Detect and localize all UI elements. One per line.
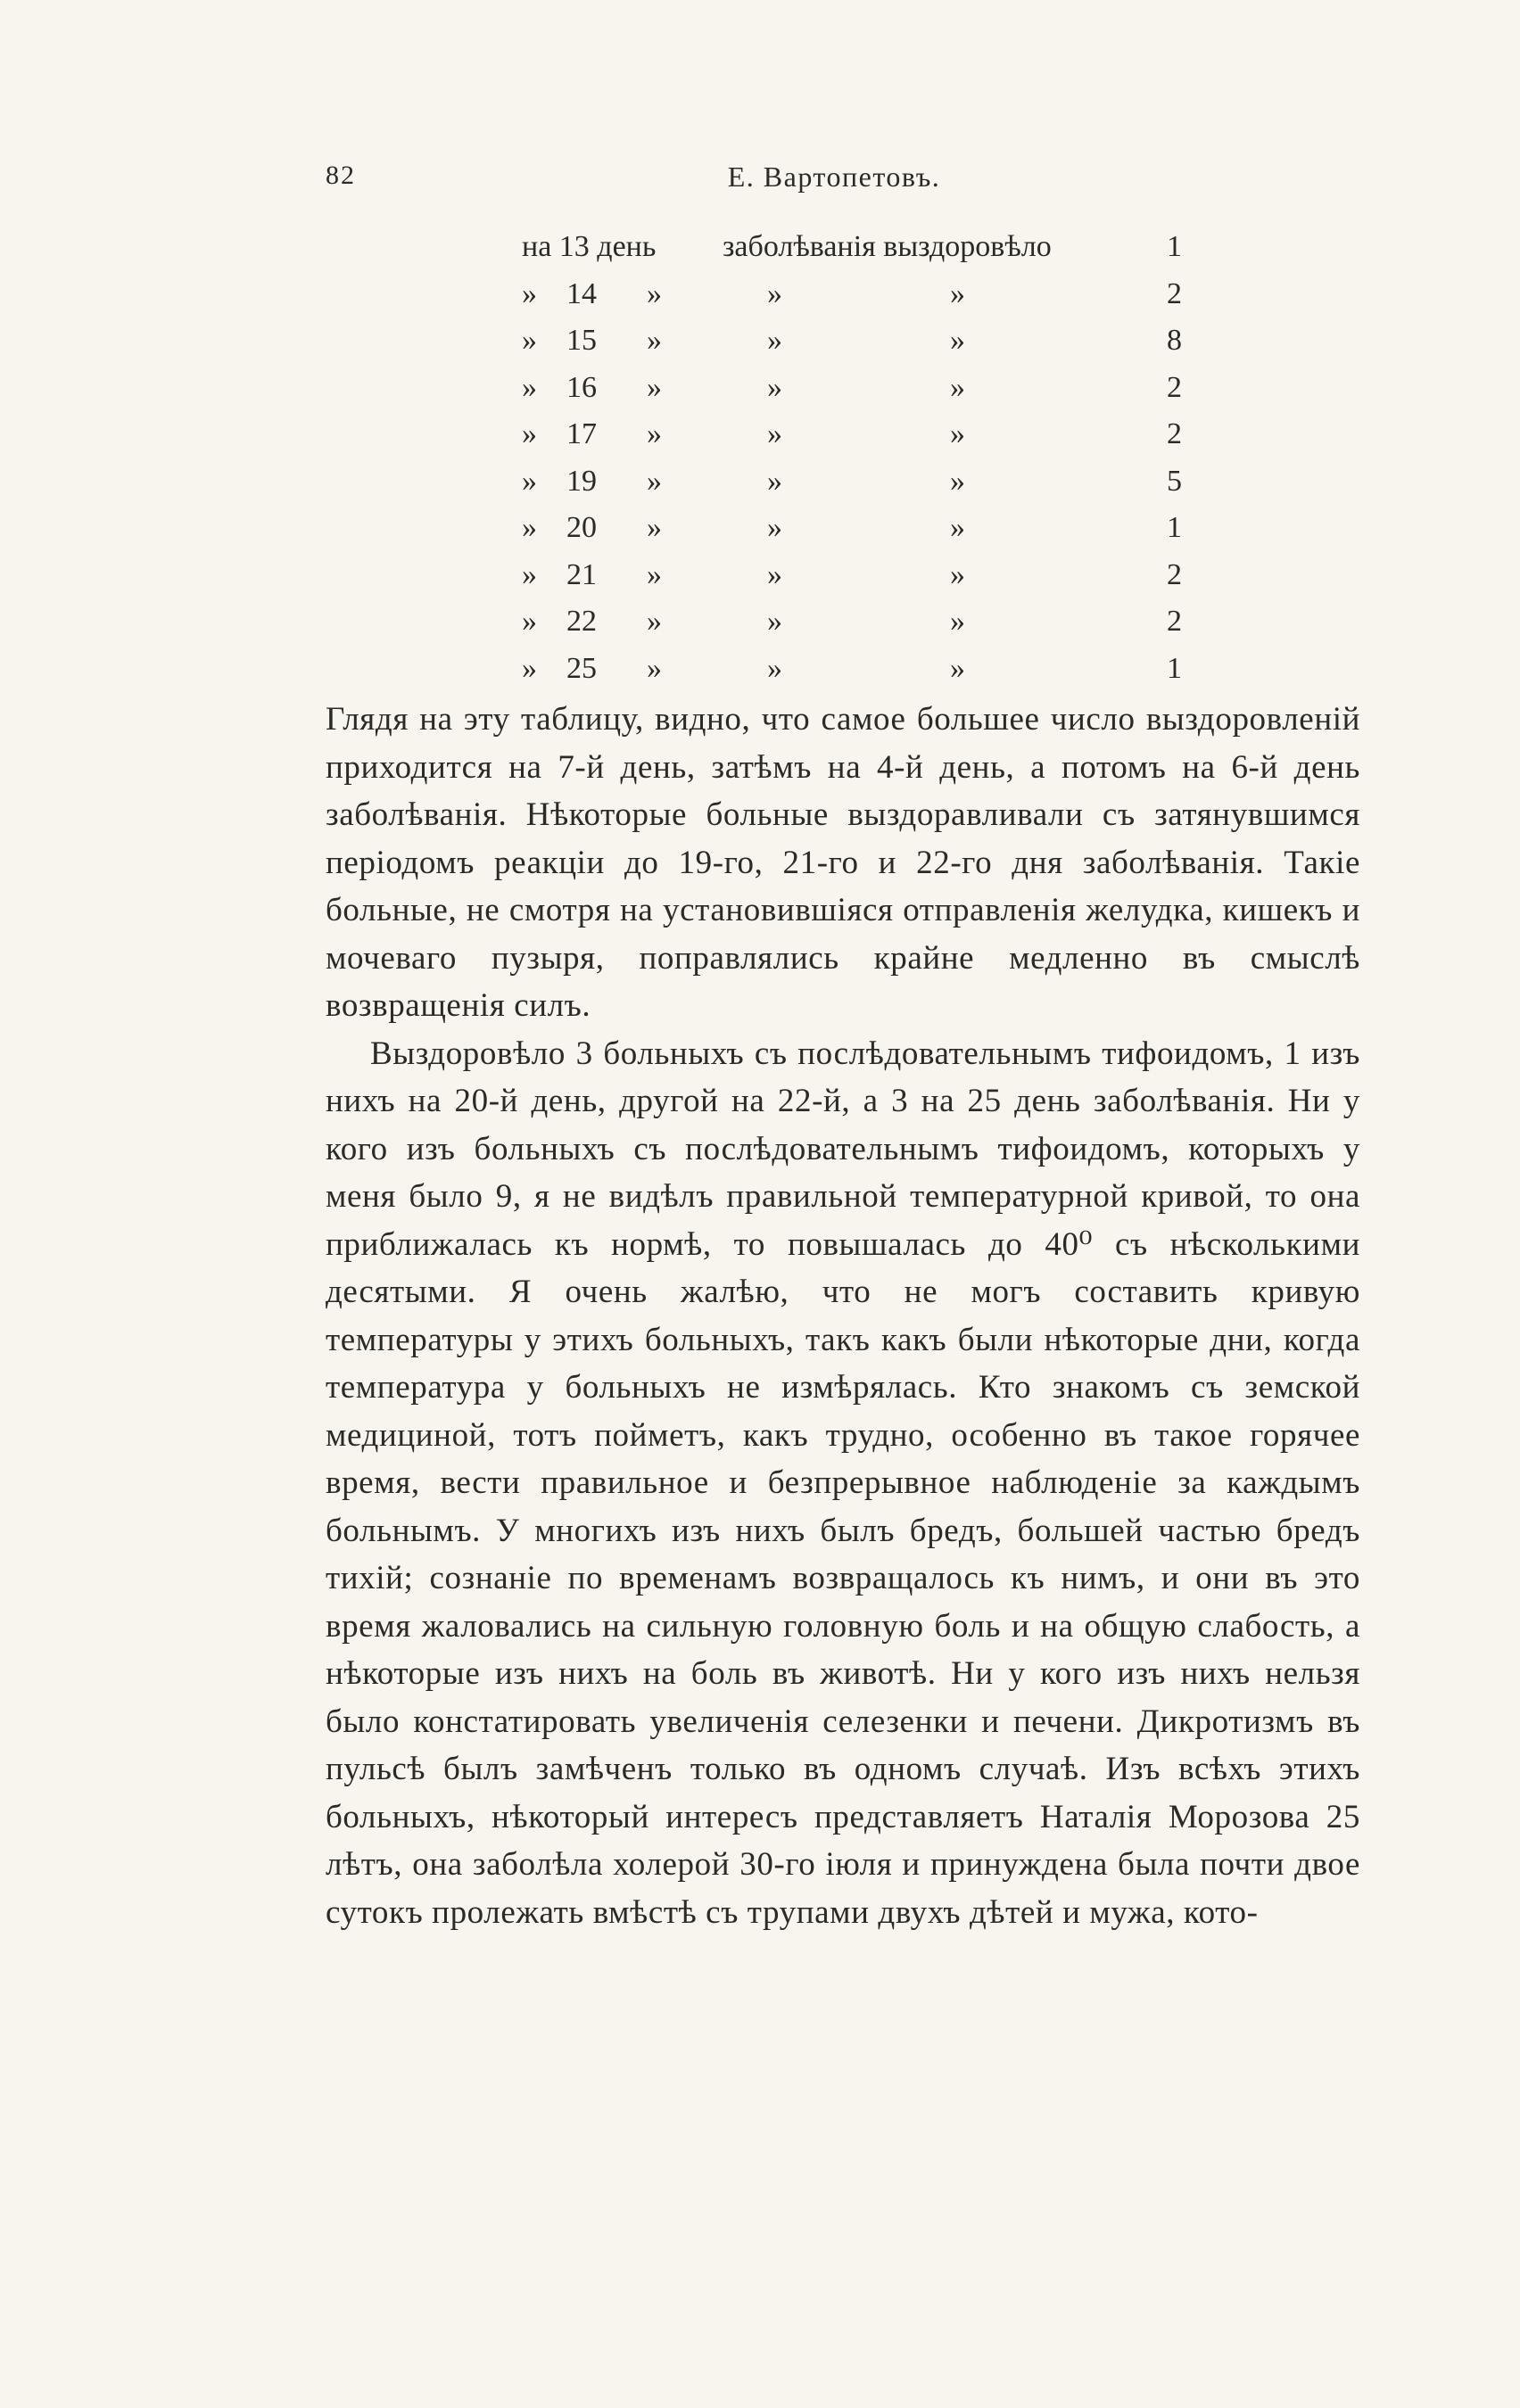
row-count: 2 bbox=[1167, 276, 1182, 310]
row-ditto-mark: » bbox=[647, 651, 662, 685]
table-row bbox=[522, 277, 1182, 325]
row-ditto-mark: » bbox=[767, 464, 782, 498]
table-row bbox=[522, 417, 1182, 465]
row-ditto-mark: » bbox=[522, 605, 537, 638]
page-header bbox=[326, 161, 1342, 205]
running-title: Е. Вартопетовъ. bbox=[727, 161, 941, 193]
row-ditto-mark: » bbox=[767, 651, 782, 685]
table-row bbox=[522, 558, 1182, 606]
table-row bbox=[522, 605, 1182, 652]
paragraph: Выздоровѣло 3 больныхъ съ послѣдовательнымъ тифоидомъ, 1 изъ нихъ на 20-й день, другой на 22-й, а 3 на 25 день заболѣванія. Ни у кого изъ больныхъ съ послѣдовательнымъ тифоидомъ, которыхъ у меня было 9, я не видѣлъ правильной температурной кривой, то она приближалась къ нормѣ, то повышалась до 40⁰ съ нѣсколькими десятыми. Я очень жалѣю, что не могъ составить кривую температуры у этихъ больныхъ, такъ какъ были нѣкоторые дни, когда температура у больныхъ не измѣрялась. Кто знакомъ съ земской медициной, тотъ пойметъ, какъ трудно, особенно въ такое горячее время, вести правильное и безпрерывное наблюденіе за каждымъ больнымъ. У многихъ изъ нихъ былъ бредъ, большей частью бредъ тихій; сознаніе по временамъ возвращалось къ нимъ, и они въ это время жаловались на сильную головную боль и на общую слабость, а нѣкоторые изъ нихъ на боль въ животѣ. Ни у кого изъ нихъ нельзя было констатировать увеличенія селезенки и печени. Дикротизмъ въ пульсѣ былъ замѣченъ только въ одномъ случаѣ. Изъ всѣхъ этихъ больныхъ, нѣкоторый интересъ представляетъ Наталія Морозова 25 лѣтъ, она заболѣла холерой 30-го іюля и принуждена была почти двое сутокъ пролежать вмѣстѣ съ трупами двухъ дѣтей и мужа, кото- bbox=[326, 1035, 1360, 1931]
row-ditto-mark: » bbox=[647, 370, 662, 404]
row-day: 25 bbox=[566, 651, 597, 685]
table-row bbox=[522, 511, 1182, 558]
row-day: 21 bbox=[566, 557, 597, 591]
row-ditto-mark: » bbox=[522, 276, 537, 310]
row-ditto-mark: » bbox=[950, 276, 965, 310]
row-count: 1 bbox=[1167, 651, 1182, 685]
row-day: 14 bbox=[566, 276, 597, 310]
row-ditto-mark: » bbox=[767, 605, 782, 638]
row-count: 2 bbox=[1167, 417, 1182, 450]
body-text bbox=[326, 696, 1360, 1936]
row-prefix: на 13 день bbox=[522, 230, 657, 263]
page-number: 82 bbox=[326, 161, 356, 190]
recovery-day-table bbox=[522, 230, 1182, 698]
table-row bbox=[522, 371, 1182, 418]
row-ditto-mark: » bbox=[767, 417, 782, 450]
table-row bbox=[522, 465, 1182, 512]
row-count: 2 bbox=[1167, 605, 1182, 638]
row-count: 2 bbox=[1167, 370, 1182, 404]
row-ditto-mark: » bbox=[522, 417, 537, 450]
row-ditto-mark: » bbox=[950, 557, 965, 591]
row-ditto-mark: » bbox=[647, 324, 662, 357]
row-ditto-mark: » bbox=[767, 511, 782, 544]
row-ditto-mark: » bbox=[950, 651, 965, 685]
row-ditto-mark: » bbox=[647, 464, 662, 498]
row-ditto-mark: » bbox=[647, 557, 662, 591]
row-ditto-mark: » bbox=[647, 511, 662, 544]
row-ditto-mark: » bbox=[522, 651, 537, 685]
row-ditto-mark: » bbox=[950, 417, 965, 450]
row-ditto-mark: » bbox=[647, 417, 662, 450]
row-count: 1 bbox=[1167, 511, 1182, 544]
row-count: 1 bbox=[1167, 230, 1182, 263]
row-count: 2 bbox=[1167, 557, 1182, 591]
row-ditto-mark: » bbox=[950, 511, 965, 544]
row-ditto-mark: » bbox=[767, 370, 782, 404]
row-ditto-mark: » bbox=[950, 605, 965, 638]
row-count: 8 bbox=[1167, 324, 1182, 357]
row-count: 5 bbox=[1167, 464, 1182, 498]
row-ditto-mark: » bbox=[522, 370, 537, 404]
row-day: 15 bbox=[566, 324, 597, 357]
row-ditto-mark: » bbox=[950, 370, 965, 404]
row-ditto-mark: » bbox=[767, 324, 782, 357]
row-day: 16 bbox=[566, 370, 597, 404]
row-day: 19 bbox=[566, 464, 597, 498]
row-ditto-mark: » bbox=[522, 324, 537, 357]
row-ditto-mark: » bbox=[950, 324, 965, 357]
row-label: заболѣванія выздоровѣло bbox=[723, 230, 1052, 263]
row-day: 17 bbox=[566, 417, 597, 450]
row-day: 20 bbox=[566, 511, 597, 544]
paragraph: Глядя на эту таблицу, видно, что самое большее число выздоровленій приходится на 7-й день, затѣмъ на 4-й день, а потомъ на 6-й день заболѣванія. Нѣкоторые больные выздоравливали съ затянувшимся періодомъ реакціи до 19-го, 21-го и 22-го дня заболѣванія. Такіе больные, не смотря на установившіяся отправленія желудка, кишекъ и мочеваго пузыря, поправлялись крайне медленно въ смыслѣ возвращенія силъ. bbox=[326, 701, 1360, 1024]
row-ditto-mark: » bbox=[522, 464, 537, 498]
row-ditto-mark: » bbox=[950, 464, 965, 498]
table-row bbox=[522, 230, 1182, 277]
table-row bbox=[522, 324, 1182, 371]
row-day: 22 bbox=[566, 605, 597, 638]
row-ditto-mark: » bbox=[522, 557, 537, 591]
row-ditto-mark: » bbox=[647, 605, 662, 638]
row-ditto-mark: » bbox=[522, 511, 537, 544]
table-row bbox=[522, 652, 1182, 699]
row-ditto-mark: » bbox=[767, 557, 782, 591]
row-ditto-mark: » bbox=[767, 276, 782, 310]
row-ditto-mark: » bbox=[647, 276, 662, 310]
